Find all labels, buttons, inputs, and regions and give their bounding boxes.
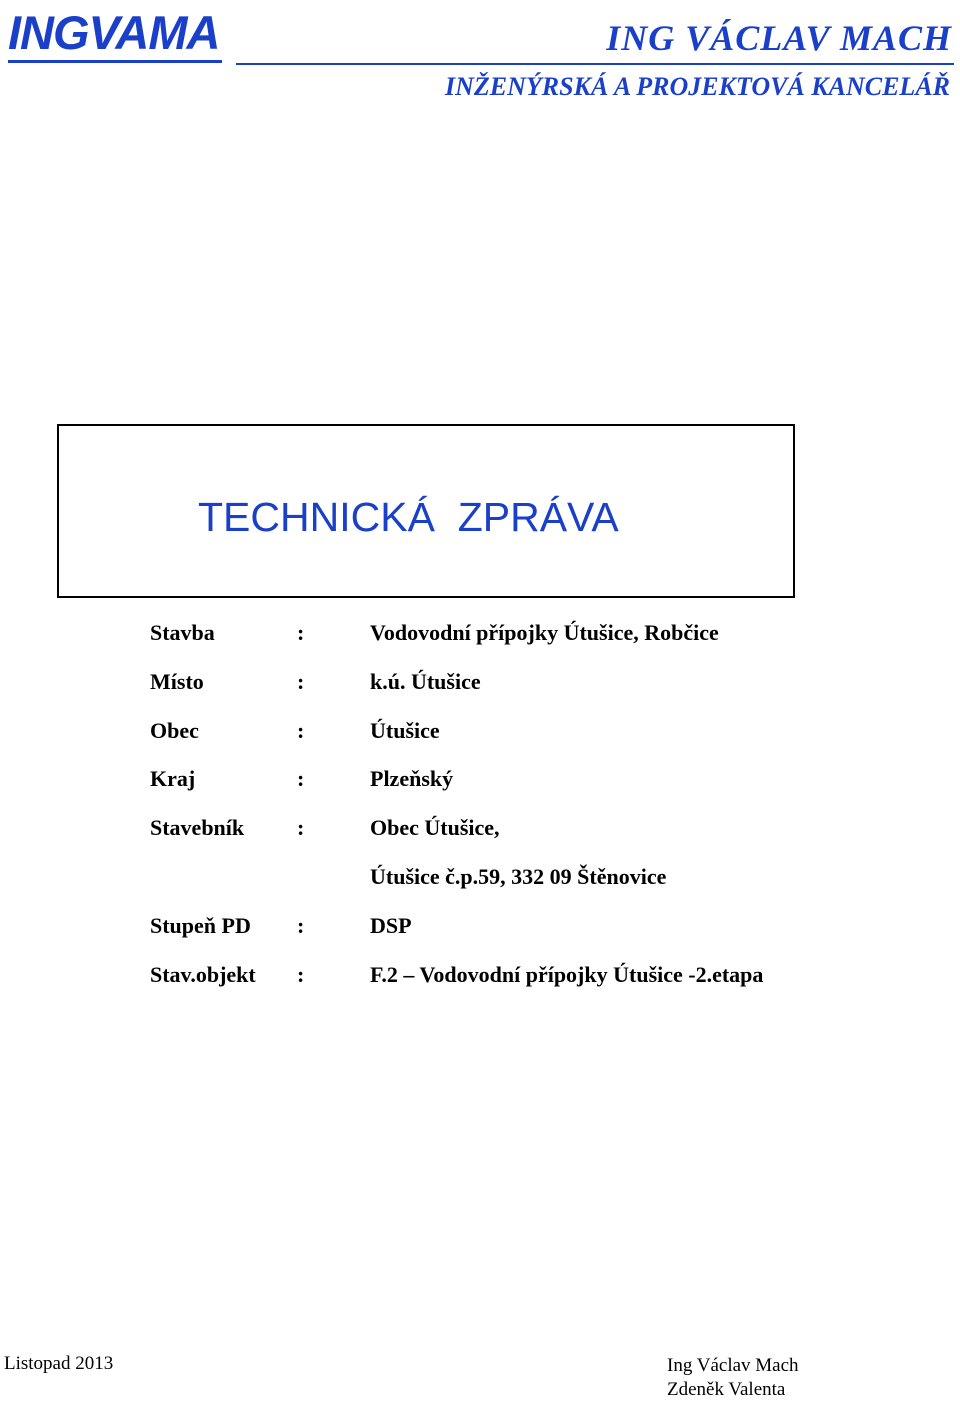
document-title: TECHNICKÁ ZPRÁVA bbox=[198, 494, 619, 540]
company-subtitle: INŽENÝRSKÁ A PROJEKTOVÁ KANCELÁŘ bbox=[445, 72, 950, 101]
info-value: Útušice bbox=[370, 717, 440, 743]
info-colon: : bbox=[297, 668, 305, 694]
info-row-stavebnik-address bbox=[150, 857, 850, 906]
info-label: Kraj bbox=[150, 766, 196, 792]
info-row-kraj bbox=[150, 759, 850, 808]
document-header bbox=[0, 0, 960, 110]
ingvama-logo: INGVAMA bbox=[8, 6, 220, 59]
info-value: Útušice č.p.59, 332 09 Štěnovice bbox=[370, 863, 667, 889]
info-row-misto bbox=[150, 662, 850, 711]
title-box bbox=[57, 424, 795, 598]
info-row-stupen-pd bbox=[150, 906, 850, 955]
info-value: Vodovodní přípojky Útušice, Robčice bbox=[370, 620, 719, 645]
info-row-stav-objekt bbox=[150, 955, 850, 1004]
company-name: ING VÁCLAV MACH bbox=[606, 18, 952, 58]
info-colon: : bbox=[297, 815, 305, 841]
info-colon: : bbox=[297, 717, 305, 743]
info-label: Stavba bbox=[150, 620, 215, 645]
footer-authors bbox=[667, 1354, 799, 1402]
footer-author-2: Zdeněk Valenta bbox=[667, 1379, 786, 1400]
info-value: DSP bbox=[370, 912, 412, 938]
info-value: F.2 – Vodovodní přípojky Útušice -2.etapa bbox=[370, 961, 764, 987]
info-label: Stavebník bbox=[150, 815, 245, 841]
info-label: Obec bbox=[150, 717, 199, 743]
project-info bbox=[150, 613, 850, 1003]
info-label: Stav.objekt bbox=[150, 961, 256, 987]
info-value: Plzeňský bbox=[370, 766, 454, 792]
header-rule bbox=[236, 63, 954, 65]
footer-author-1: Ing Václav Mach bbox=[667, 1355, 799, 1376]
info-label: Místo bbox=[150, 668, 204, 694]
info-colon: : bbox=[297, 766, 305, 792]
info-label: Stupeň PD bbox=[150, 912, 251, 938]
logo-underline bbox=[8, 60, 222, 63]
info-value: Obec Útušice, bbox=[370, 815, 500, 841]
info-colon: : bbox=[297, 620, 305, 645]
info-colon: : bbox=[297, 912, 305, 938]
info-colon: : bbox=[297, 961, 305, 987]
footer-date: Listopad 2013 bbox=[4, 1353, 114, 1374]
info-row-obec bbox=[150, 711, 850, 760]
info-value: k.ú. Útušice bbox=[370, 668, 481, 694]
info-row-stavebnik bbox=[150, 808, 850, 857]
info-row-stavba bbox=[150, 613, 850, 662]
